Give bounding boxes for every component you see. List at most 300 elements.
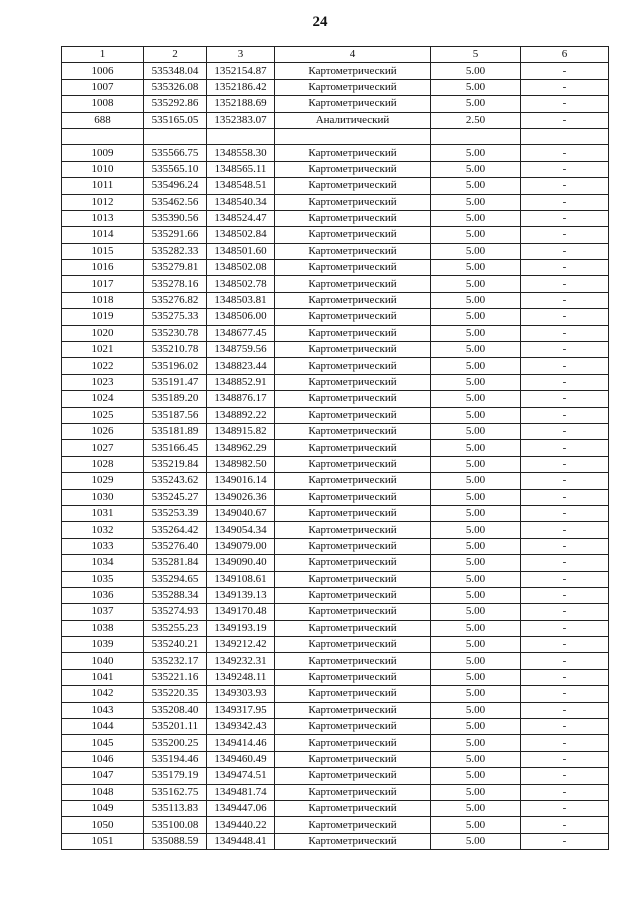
table-cell: Картометрический [275, 833, 431, 849]
table-cell: 1012 [62, 194, 144, 210]
table-cell: - [521, 702, 609, 718]
table-cell: 1050 [62, 817, 144, 833]
table-cell: 535187.56 [144, 407, 207, 423]
table-cell: 5.00 [431, 800, 521, 816]
table-cell: 5.00 [431, 505, 521, 521]
table-cell: - [521, 620, 609, 636]
table-cell: - [521, 325, 609, 341]
table-header-row [62, 47, 609, 63]
table-cell: - [521, 751, 609, 767]
table-cell: 1352154.87 [207, 63, 275, 79]
table-cell: 535113.83 [144, 800, 207, 816]
table-cell: Картометрический [275, 325, 431, 341]
table-cell: - [521, 276, 609, 292]
table-cell: 535220.35 [144, 686, 207, 702]
table-cell: 5.00 [431, 96, 521, 112]
table-cell: 5.00 [431, 620, 521, 636]
table-cell: 1030 [62, 489, 144, 505]
table-cell: 535179.19 [144, 768, 207, 784]
table-row [62, 571, 609, 587]
table-cell: 1022 [62, 358, 144, 374]
table-cell: 5.00 [431, 407, 521, 423]
table-cell: 1349317.95 [207, 702, 275, 718]
table-cell: 535276.40 [144, 538, 207, 554]
table-cell: 535279.81 [144, 260, 207, 276]
table-cell: - [521, 145, 609, 161]
table-cell: 535200.25 [144, 735, 207, 751]
table-cell: 1045 [62, 735, 144, 751]
table-cell: 1040 [62, 653, 144, 669]
table-cell: 1349054.34 [207, 522, 275, 538]
table-cell: - [521, 243, 609, 259]
table-cell: Картометрический [275, 686, 431, 702]
table-cell: 1349414.46 [207, 735, 275, 751]
table-cell: 1035 [62, 571, 144, 587]
table-cell: 1348892.22 [207, 407, 275, 423]
table-cell: 5.00 [431, 833, 521, 849]
table-cell: 1349448.41 [207, 833, 275, 849]
table-cell: 1349460.49 [207, 751, 275, 767]
table-cell: 5.00 [431, 817, 521, 833]
table-cell: 5.00 [431, 325, 521, 341]
table-row [62, 800, 609, 816]
table-cell: - [521, 538, 609, 554]
table-cell: Аналитический [275, 112, 431, 128]
table-cell: 1046 [62, 751, 144, 767]
table-cell: Картометрический [275, 505, 431, 521]
table-row [62, 719, 609, 735]
table-cell: 5.00 [431, 161, 521, 177]
table-cell: 1026 [62, 423, 144, 439]
table-row [62, 342, 609, 358]
table-row [62, 194, 609, 210]
table-cell: 1349440.22 [207, 817, 275, 833]
table-cell: 5.00 [431, 260, 521, 276]
table-cell: 535165.05 [144, 112, 207, 128]
table-cell [275, 128, 431, 144]
table-cell: 1031 [62, 505, 144, 521]
table-cell: - [521, 161, 609, 177]
table-cell: 1016 [62, 260, 144, 276]
table-cell: 1349026.36 [207, 489, 275, 505]
table-cell: Картометрический [275, 243, 431, 259]
table-cell: 5.00 [431, 587, 521, 603]
table-cell: 1348502.08 [207, 260, 275, 276]
table-cell: 1349481.74 [207, 784, 275, 800]
table-cell: Картометрический [275, 669, 431, 685]
table-cell: 5.00 [431, 555, 521, 571]
table-cell: 5.00 [431, 768, 521, 784]
table-cell: 5.00 [431, 735, 521, 751]
table-cell: 1348962.29 [207, 440, 275, 456]
table-cell: 1007 [62, 79, 144, 95]
table-cell: 1017 [62, 276, 144, 292]
table-cell: 1013 [62, 210, 144, 226]
table-cell: 1020 [62, 325, 144, 341]
table-row [62, 473, 609, 489]
table-row [62, 145, 609, 161]
table-cell: 5.00 [431, 342, 521, 358]
table-cell: 1008 [62, 96, 144, 112]
table-cell: 1044 [62, 719, 144, 735]
table-cell: 1038 [62, 620, 144, 636]
table-row [62, 555, 609, 571]
table-cell: 1018 [62, 292, 144, 308]
table-cell [62, 128, 144, 144]
table-cell: 1048 [62, 784, 144, 800]
table-row [62, 178, 609, 194]
table-cell: 1014 [62, 227, 144, 243]
table-cell: 1348503.81 [207, 292, 275, 308]
table-cell: 1349079.00 [207, 538, 275, 554]
table-cell: - [521, 227, 609, 243]
table-cell: - [521, 194, 609, 210]
table-cell: 1349090.40 [207, 555, 275, 571]
table-cell: 5.00 [431, 391, 521, 407]
table-cell: 535288.34 [144, 587, 207, 603]
table-row [62, 686, 609, 702]
table-cell: - [521, 637, 609, 653]
table-cell: Картометрический [275, 391, 431, 407]
table-cell: Картометрический [275, 702, 431, 718]
column-header: 4 [275, 47, 431, 63]
table-cell: - [521, 374, 609, 390]
table-cell: - [521, 210, 609, 226]
table-row [62, 637, 609, 653]
table-cell: - [521, 587, 609, 603]
table-cell: 535100.08 [144, 817, 207, 833]
table-cell: Картометрический [275, 227, 431, 243]
table-cell: 1349342.43 [207, 719, 275, 735]
table-row [62, 833, 609, 849]
table-cell: 535088.59 [144, 833, 207, 849]
table-cell: 535243.62 [144, 473, 207, 489]
table-cell: Картометрический [275, 79, 431, 95]
table-cell: - [521, 833, 609, 849]
table-row [62, 784, 609, 800]
table-cell: Картометрический [275, 735, 431, 751]
table-cell: Картометрический [275, 571, 431, 587]
column-header: 1 [62, 47, 144, 63]
table-cell: - [521, 391, 609, 407]
table-cell: Картометрический [275, 768, 431, 784]
table-cell: 535181.89 [144, 423, 207, 439]
table-cell: 535264.42 [144, 522, 207, 538]
table-cell: 5.00 [431, 686, 521, 702]
table-row [62, 374, 609, 390]
table-cell: 535292.86 [144, 96, 207, 112]
table-row [62, 604, 609, 620]
table-row [62, 505, 609, 521]
table-cell: - [521, 522, 609, 538]
table-cell: - [521, 817, 609, 833]
table-cell: Картометрический [275, 784, 431, 800]
table-cell: 1349040.67 [207, 505, 275, 521]
table-cell: 5.00 [431, 145, 521, 161]
table-cell: Картометрический [275, 260, 431, 276]
table-cell: - [521, 423, 609, 439]
table-cell: - [521, 735, 609, 751]
table-cell: 535219.84 [144, 456, 207, 472]
table-cell: 1349303.93 [207, 686, 275, 702]
table-cell: 5.00 [431, 194, 521, 210]
table-cell: 5.00 [431, 227, 521, 243]
table-cell: 535566.75 [144, 145, 207, 161]
table-cell: 5.00 [431, 358, 521, 374]
table-cell: 535274.93 [144, 604, 207, 620]
table-cell: 1348558.30 [207, 145, 275, 161]
table-cell: 1349248.11 [207, 669, 275, 685]
table-cell: 535162.75 [144, 784, 207, 800]
table-cell: 5.00 [431, 604, 521, 620]
table-cell: 1348502.78 [207, 276, 275, 292]
table-cell: 535326.08 [144, 79, 207, 95]
table-cell: 1349232.31 [207, 653, 275, 669]
table-row [62, 292, 609, 308]
table-row [62, 620, 609, 636]
table-cell: 1349447.06 [207, 800, 275, 816]
table-cell: - [521, 505, 609, 521]
table-cell: 5.00 [431, 653, 521, 669]
table-cell: 535166.45 [144, 440, 207, 456]
table-cell: - [521, 178, 609, 194]
table-row [62, 768, 609, 784]
table-cell: - [521, 96, 609, 112]
table-cell: 535462.56 [144, 194, 207, 210]
table-cell: - [521, 407, 609, 423]
table-cell: 1006 [62, 63, 144, 79]
table-cell: 535565.10 [144, 161, 207, 177]
table-cell: 1348524.47 [207, 210, 275, 226]
table-cell: 5.00 [431, 243, 521, 259]
table-row [62, 276, 609, 292]
table-cell: - [521, 669, 609, 685]
table-cell: Картометрический [275, 161, 431, 177]
table-cell: 1036 [62, 587, 144, 603]
table-cell: Картометрический [275, 620, 431, 636]
table-body [62, 63, 609, 850]
table-cell: - [521, 784, 609, 800]
table-cell: - [521, 456, 609, 472]
table-cell: 5.00 [431, 719, 521, 735]
table-cell: Картометрический [275, 719, 431, 735]
table-cell: 535232.17 [144, 653, 207, 669]
table-row [62, 309, 609, 325]
column-header: 3 [207, 47, 275, 63]
table-cell: 1025 [62, 407, 144, 423]
table-cell: 688 [62, 112, 144, 128]
column-header: 2 [144, 47, 207, 63]
table-cell: 1037 [62, 604, 144, 620]
table-cell: 535253.39 [144, 505, 207, 521]
table-row [62, 587, 609, 603]
table-cell: 1349193.19 [207, 620, 275, 636]
table-row [62, 407, 609, 423]
table-cell: 5.00 [431, 440, 521, 456]
table-cell: 1349016.14 [207, 473, 275, 489]
table-row [62, 391, 609, 407]
table-cell: 5.00 [431, 702, 521, 718]
table-cell: 1348565.11 [207, 161, 275, 177]
table-cell: - [521, 358, 609, 374]
table-row [62, 260, 609, 276]
table-row [62, 440, 609, 456]
table-cell: - [521, 686, 609, 702]
table-cell: - [521, 489, 609, 505]
table-cell: 1349212.42 [207, 637, 275, 653]
table-cell: 5.00 [431, 456, 521, 472]
table-cell: Картометрический [275, 194, 431, 210]
table-cell: - [521, 473, 609, 489]
table-cell: 1027 [62, 440, 144, 456]
table-cell: 1029 [62, 473, 144, 489]
table-cell: - [521, 309, 609, 325]
table-cell: 1348876.17 [207, 391, 275, 407]
table-cell: 1348915.82 [207, 423, 275, 439]
table-cell: 1348548.51 [207, 178, 275, 194]
table-cell: 1010 [62, 161, 144, 177]
table-cell: 1348852.91 [207, 374, 275, 390]
table-cell: 5.00 [431, 423, 521, 439]
table-cell: Картометрический [275, 63, 431, 79]
table-cell: 535191.47 [144, 374, 207, 390]
table-cell: Картометрический [275, 538, 431, 554]
table-cell: - [521, 800, 609, 816]
table-cell: - [521, 342, 609, 358]
table-cell: - [521, 292, 609, 308]
table-cell: 1028 [62, 456, 144, 472]
table-cell [144, 128, 207, 144]
table-cell: Картометрический [275, 522, 431, 538]
table-cell [521, 128, 609, 144]
table-cell: 1041 [62, 669, 144, 685]
table-cell: 1348759.56 [207, 342, 275, 358]
table-cell: - [521, 768, 609, 784]
table-cell: - [521, 440, 609, 456]
table-cell: 5.00 [431, 63, 521, 79]
table-cell: 1034 [62, 555, 144, 571]
table-cell: 5.00 [431, 178, 521, 194]
table-cell: 1023 [62, 374, 144, 390]
table-row [62, 653, 609, 669]
table-cell: Картометрический [275, 309, 431, 325]
table-cell: 535255.23 [144, 620, 207, 636]
table-cell: 535221.16 [144, 669, 207, 685]
table-cell: Картометрический [275, 800, 431, 816]
column-header: 6 [521, 47, 609, 63]
table-cell: 1348823.44 [207, 358, 275, 374]
table-cell: 1049 [62, 800, 144, 816]
table-cell: Картометрический [275, 473, 431, 489]
table-cell: 1024 [62, 391, 144, 407]
table-cell: 535275.33 [144, 309, 207, 325]
table-cell: Картометрический [275, 440, 431, 456]
table-cell: 5.00 [431, 538, 521, 554]
table-cell: - [521, 571, 609, 587]
page-number: 24 [312, 14, 328, 30]
table-row [62, 735, 609, 751]
table-cell: 1015 [62, 243, 144, 259]
table-row [62, 358, 609, 374]
table-cell: 535282.33 [144, 243, 207, 259]
table-cell: 5.00 [431, 374, 521, 390]
table-cell: 5.00 [431, 79, 521, 95]
table-cell: 1021 [62, 342, 144, 358]
table-cell: 535210.78 [144, 342, 207, 358]
table-row [62, 538, 609, 554]
table-cell: - [521, 653, 609, 669]
table-cell: 535348.04 [144, 63, 207, 79]
table-cell: Картометрический [275, 358, 431, 374]
coordinates-table [61, 46, 609, 850]
table-cell: 5.00 [431, 473, 521, 489]
table-cell: Картометрический [275, 292, 431, 308]
table-cell: 1047 [62, 768, 144, 784]
table-row [62, 79, 609, 95]
table-cell: 535196.02 [144, 358, 207, 374]
table-cell: - [521, 555, 609, 571]
table-cell: 1349139.13 [207, 587, 275, 603]
table-row [62, 227, 609, 243]
table-cell: 5.00 [431, 210, 521, 226]
table-cell: Картометрический [275, 276, 431, 292]
table-cell: - [521, 260, 609, 276]
table-cell: 1349108.61 [207, 571, 275, 587]
table-cell: Картометрический [275, 178, 431, 194]
table-cell: 1348677.45 [207, 325, 275, 341]
table-row [62, 63, 609, 79]
table-cell: 1032 [62, 522, 144, 538]
table-cell: Картометрический [275, 342, 431, 358]
table-cell: 1348540.34 [207, 194, 275, 210]
table-row [62, 522, 609, 538]
table-cell: 5.00 [431, 292, 521, 308]
table-cell: 1011 [62, 178, 144, 194]
table-cell: 1349170.48 [207, 604, 275, 620]
table-cell: 5.00 [431, 751, 521, 767]
table-cell: Картометрический [275, 653, 431, 669]
table-row [62, 456, 609, 472]
column-header: 5 [431, 47, 521, 63]
table-cell [431, 128, 521, 144]
table-row [62, 669, 609, 685]
table-cell: 5.00 [431, 309, 521, 325]
table-cell: 535230.78 [144, 325, 207, 341]
table-cell: 535278.16 [144, 276, 207, 292]
table-cell: 1352186.42 [207, 79, 275, 95]
table-cell: 1348506.00 [207, 309, 275, 325]
table-cell: - [521, 63, 609, 79]
table-cell: Картометрический [275, 423, 431, 439]
table-row [62, 489, 609, 505]
table-cell: 535240.21 [144, 637, 207, 653]
table-cell [207, 128, 275, 144]
table-cell: Картометрический [275, 456, 431, 472]
table-cell: 1042 [62, 686, 144, 702]
table-cell: 535294.65 [144, 571, 207, 587]
table-row [62, 751, 609, 767]
table-row [62, 161, 609, 177]
table-cell: - [521, 719, 609, 735]
table-row [62, 112, 609, 128]
table-cell: 535245.27 [144, 489, 207, 505]
table-cell: 1352383.07 [207, 112, 275, 128]
table-cell: 535390.56 [144, 210, 207, 226]
table-row [62, 325, 609, 341]
table-cell: 5.00 [431, 489, 521, 505]
table-cell: 1349474.51 [207, 768, 275, 784]
table-cell: Картометрический [275, 489, 431, 505]
